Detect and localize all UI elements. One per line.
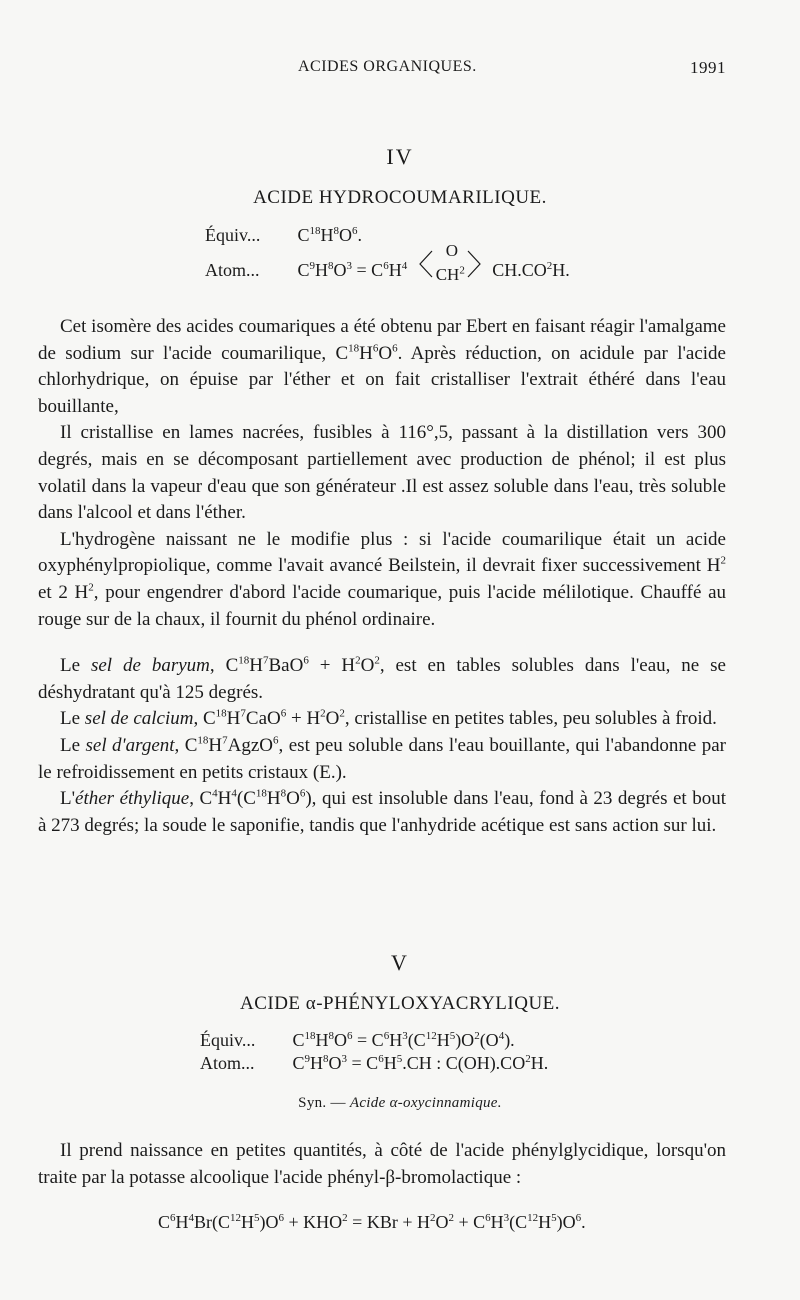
equiv-label: Équiv... (205, 225, 261, 245)
paragraph-ethyl-ether: L'éther éthylique, $C^4H^4(C^{18}H^8O^6)$, qui est insoluble dans l'eau, fond à 23 degrés et bout à 273 degrés; la soude le saponifie, tandis que l'anhydride acétique est sans action sur lui. (38, 787, 726, 836)
paragraph-barium-salt: Le sel de baryum, $C^{18}H^7BaO^6 + H^2O^2$, est en tables solubles dans l'eau, ne se déshydratant qu'à 125 degrés. (38, 654, 726, 703)
running-header (0, 58, 800, 82)
synonym-label: Syn. — (298, 1095, 346, 1111)
section-5-atom-line (200, 1053, 548, 1074)
section-5-title: ACIDE α-PHÉNYLOXYACRYLIQUE. (239, 993, 561, 1014)
paragraph: L'hydrogène naissant ne le modifie plus : si l'acide coumarilique était un acide oxyphénylpropiolique, comme l'avait avancé Beilstein, il devrait fixer successivement $H^2$ et 2 $H^2$, pour engendrer d'abord l'acide coumarique, puis l'acide mélilotique. Chauffé au rouge sur de la chaux, il fournit du phénol ordinaire. (38, 528, 726, 630)
ring-ch2: $CH^2$ (435, 264, 465, 284)
paragraph: Cet isomère des acides coumariques a été obtenu par Ebert en faisant réagir l'amalgame de sodium sur l'acide coumarilique, $C^{18}H^6O^6$. Après réduction, on acidule par l'acide chlorhydrique, on épuise par l'éther et on fait cristalliser l'extrait éthéré dans l'eau bouillante, (38, 316, 726, 417)
equiv-formula: $C^{18}H^8O^6$. (297, 225, 363, 245)
section-4-title: ACIDE HYDROCOUMARILIQUE. (253, 187, 547, 208)
equiv-formula: $C^{18}H^8O^6 = C^6H^3(C^{12}H^5)O^2(O^4)$. (292, 1030, 515, 1050)
section-5-number: V (391, 950, 409, 975)
section-4-body (38, 314, 726, 839)
atom-formula-right: $CH.CO^2H$. (492, 260, 570, 281)
page-number: 1991 (690, 58, 726, 77)
equiv-label: Équiv... (200, 1030, 256, 1050)
atom-label: Atom... (205, 260, 260, 281)
section-4-atom-line (205, 241, 570, 287)
atom-label: Atom... (200, 1053, 255, 1073)
paragraph-calcium-salt: Le sel de calcium, $C^{18}H^7CaO^6 + H^2O^2$, cristallise en petites tables, peu solubles à froid. (60, 707, 717, 730)
header-title: ACIDES ORGANIQUES. (298, 58, 477, 75)
section-4-number: IV (386, 144, 414, 169)
paragraph: Il cristallise en lames nacrées, fusibles à 116°,5, passant à la distillation vers 300 degrés, mais en se décomposant partiellement avec production de phénol; il est plus volatil dans la vapeur d'eau que son générateur .Il est assez soluble dans l'eau, très soluble dans l'alcool et dans l'éther. (38, 422, 726, 524)
lactone-ring-bracket (414, 241, 486, 287)
ring-oxygen: O (445, 241, 458, 260)
reaction-equation: $C^6H^4Br(C^{12}H^5)O^6 + KHO^2$ = KBr + $H^2O^2 + C^6H^3(C^{12}H^5)O^6$. (158, 1212, 586, 1232)
synonym-line (0, 1095, 800, 1112)
section-4-equiv-line (205, 225, 362, 246)
paragraph-silver-salt: Le sel d'argent, $C^{18}H^7AgzO^6$, est peu soluble dans l'eau bouillante, qui l'abandonne par le refroidissement en petits cristaux (E.). (38, 734, 726, 783)
paragraph: Il prend naissance en petites quantités, à côté de l'acide phénylglycidique, lorsqu'on traite par la potasse alcoolique l'acide phényl-β-bromolactique : (38, 1140, 726, 1188)
atom-formula: $C^9H^8O^3 = C^6H^5.CH$ : $C(OH).CO^2H$. (292, 1053, 549, 1073)
atom-formula-left: $C^9H^8O^3 = C^6H^4$ (297, 260, 408, 281)
section-5-equiv-line (200, 1030, 515, 1051)
synonym-text: Acide α-oxycinnamique. (349, 1095, 502, 1111)
section-5-body (38, 1138, 726, 1191)
